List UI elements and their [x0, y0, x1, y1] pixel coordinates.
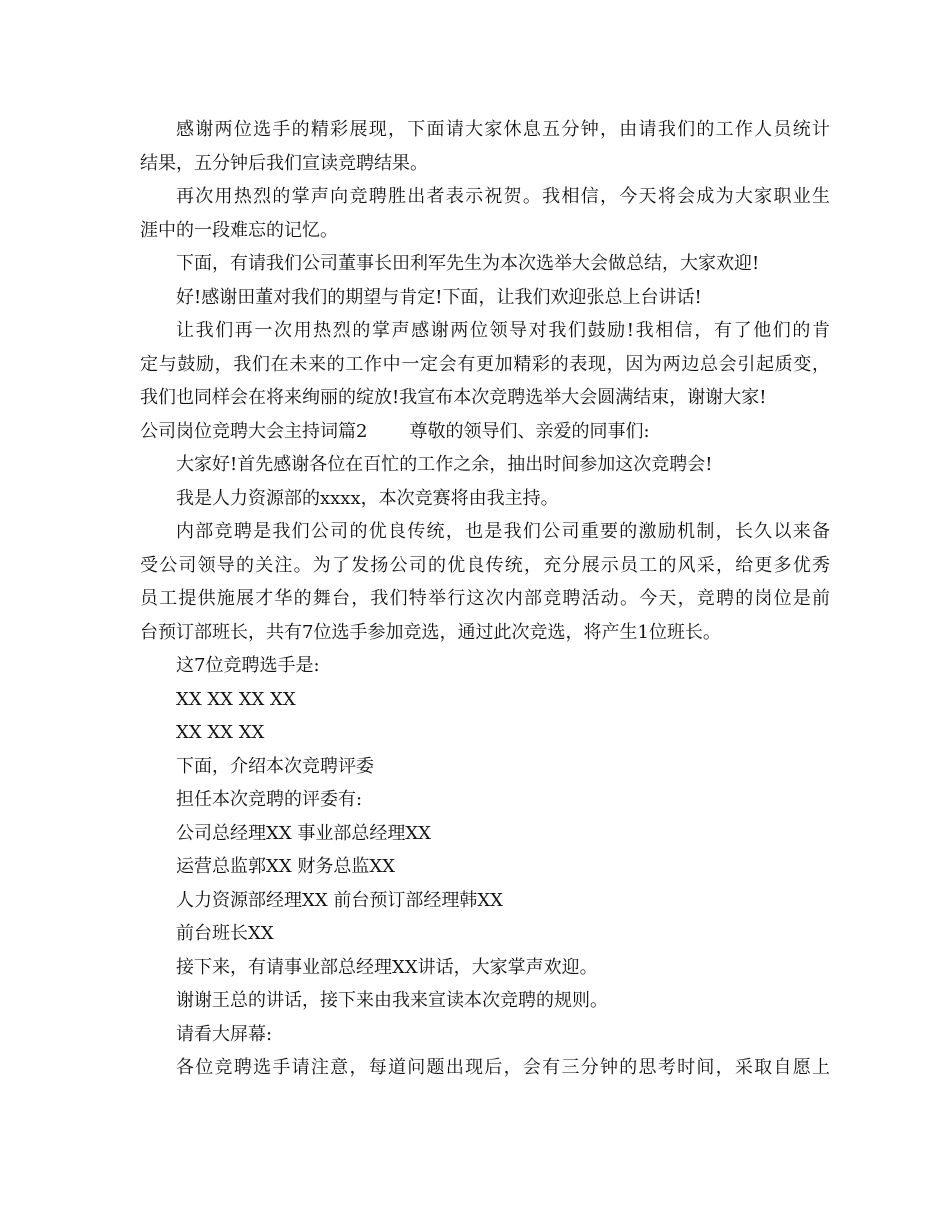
paragraph-line: 好!感谢田董对我们的期望与肯定!下面，让我们欢迎张总上台讲话!	[176, 286, 702, 308]
paragraph-line: 让我们再一次用热烈的掌声感谢两位领导对我们鼓励!我相信，有了他们的肯	[176, 320, 830, 341]
candidate-list-line: XX XX XX XX	[176, 688, 296, 710]
greeting-line: 尊敬的领导们、亲爱的同事们:	[409, 420, 650, 442]
paragraph-line: 下面，有请我们公司董事长田利军先生为本次选举大会做总结，大家欢迎!	[176, 253, 760, 274]
judge-list-line: 公司总经理XX 事业部总经理XX	[176, 822, 431, 844]
paragraph-line: 台预订部班长，共有7位选手参加竞选，通过此次竞选，将产生1位班长。	[140, 621, 721, 643]
paragraph-line: 各位竞聘选手请注意，每道问题出现后，会有三分钟的思考时间，采取自愿上	[176, 1057, 830, 1078]
paragraph-line: 内部竞聘是我们公司的优良传统，也是我们公司重要的激励机制，长久以来备	[176, 521, 830, 542]
paragraph-line: 请看大屏幕:	[176, 1023, 273, 1045]
judge-list-line: 前台班长XX	[176, 923, 274, 944]
paragraph-line: 我们也同样会在将来绚丽的绽放!我宣布本次竞聘选举大会圆满结束，谢谢大家!	[140, 387, 767, 408]
paragraph-line: 感谢两位选手的精彩展现，下面请大家休息五分钟，由请我们的工作人员统计	[176, 119, 830, 140]
paragraph-line: 受公司领导的关注。为了发扬公司的优良传统，充分展示员工的风采，给更多优秀	[140, 554, 830, 576]
paragraph-line: 定与鼓励，我们在未来的工作中一定会有更加精彩的表现，因为两边总会引起质变，	[140, 353, 830, 375]
paragraph-line: 涯中的一段难忘的记忆。	[140, 219, 338, 241]
document-body	[140, 113, 830, 1085]
judge-list-line: 人力资源部经理XX 前台预订部经理韩XX	[176, 889, 503, 911]
candidate-list-line: XX XX XX	[176, 722, 265, 743]
paragraph-line: 再次用热烈的掌声向竞聘胜出者表示祝贺。我相信，今天将会成为大家职业生	[176, 186, 830, 207]
paragraph-line: 下面，介绍本次竞聘评委	[176, 755, 374, 777]
paragraph-line: 大家好!首先感谢各位在百忙的工作之余，抽出时间参加这次竞聘会!	[176, 454, 713, 475]
paragraph-line: 结果，五分钟后我们宣读竞聘结果。	[140, 152, 428, 174]
judge-list-line: 运营总监郭XX 财务总监XX	[176, 856, 395, 877]
paragraph-line: 谢谢王总的讲话，接下来由我来宣读本次竞聘的规则。	[176, 990, 608, 1011]
section-heading-row	[140, 415, 830, 449]
paragraph-line: 这7位竞聘选手是:	[176, 655, 320, 676]
section-title: 公司岗位竞聘大会主持词篇2	[140, 420, 368, 442]
paragraph-line: 担任本次竞聘的评委有:	[176, 789, 363, 810]
paragraph-line: 接下来，有请事业部总经理XX讲话，大家掌声欢迎。	[176, 956, 598, 978]
paragraph-line: 员工提供施展才华的舞台，我们特举行这次内部竞聘活动。今天，竞聘的岗位是前	[140, 588, 830, 609]
paragraph-line: 我是人力资源部的xxxx，本次竞赛将由我主持。	[176, 487, 559, 509]
